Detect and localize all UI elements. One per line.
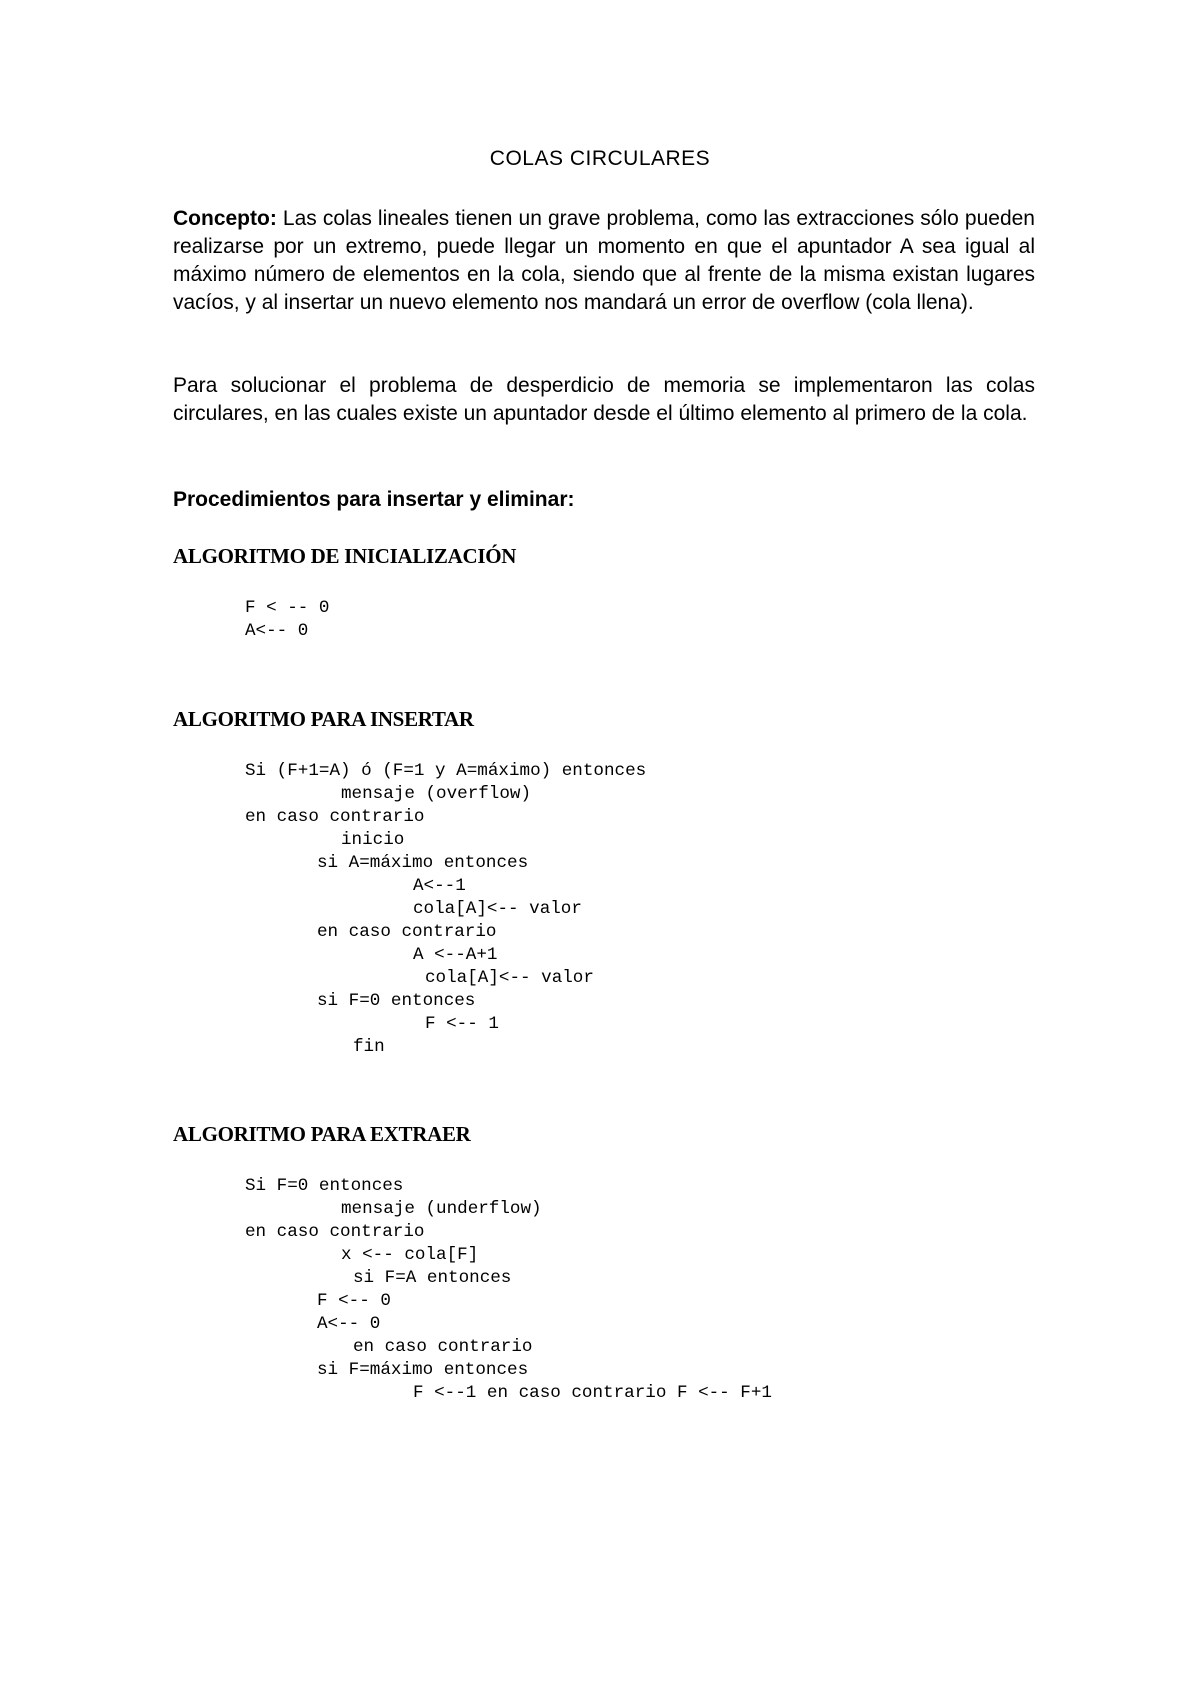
code-line: A<--1 <box>413 876 466 896</box>
code-line: F <-- 1 <box>425 1014 499 1034</box>
code-line: Si F=0 entonces <box>245 1176 404 1196</box>
code-line: si F=A entonces <box>353 1268 512 1288</box>
code-line: en caso contrario <box>317 922 497 942</box>
extract-algorithm-heading: ALGORITMO PARA EXTRAER <box>173 1122 471 1146</box>
code-line: A<-- 0 <box>317 1314 381 1334</box>
code-line: en caso contrario <box>353 1337 533 1357</box>
code-line: F < -- 0 <box>245 598 330 618</box>
code-line: si F=máximo entonces <box>317 1360 529 1380</box>
concept-paragraph <box>173 205 1035 317</box>
code-line: en caso contrario <box>245 807 425 827</box>
procedures-heading: Procedimientos para insertar y eliminar: <box>173 488 575 511</box>
code-line: mensaje (underflow) <box>341 1199 542 1219</box>
code-line: mensaje (overflow) <box>341 784 532 804</box>
init-algorithm-heading: ALGORITMO DE INICIALIZACIÓN <box>173 544 517 568</box>
code-line: x <-- cola[F] <box>341 1245 479 1265</box>
code-line: A <--A+1 <box>413 945 498 965</box>
code-line: A<-- 0 <box>245 621 309 641</box>
code-line: F <--1 en caso contrario F <-- F+1 <box>413 1383 772 1403</box>
code-line: Si (F+1=A) ó (F=1 y A=máximo) entonces <box>245 761 647 781</box>
concept-text: Las colas lineales tienen un grave problema, como las extracciones sólo pueden realizarse por un extremo, puede llegar un momento en que el apuntador A sea igual al máximo número de elementos en la cola, siendo que al frente de la misma existan lugares vacíos, y al insertar un nuevo elemento nos mandará un error de overflow (cola llena). <box>173 207 1035 314</box>
code-line: F <-- 0 <box>317 1291 391 1311</box>
code-line: cola[A]<-- valor <box>425 968 594 988</box>
insert-algorithm-heading: ALGORITMO PARA INSERTAR <box>173 707 474 731</box>
code-line: inicio <box>341 830 405 850</box>
code-line: cola[A]<-- valor <box>413 899 582 919</box>
concept-label: Concepto: <box>173 207 277 230</box>
code-line: en caso contrario <box>245 1222 425 1242</box>
solution-paragraph: Para solucionar el problema de desperdicio de memoria se implementaron las colas circulares, en las cuales existe un apuntador desde el último elemento al primero de la cola. <box>173 374 1035 425</box>
document-title: COLAS CIRCULARES <box>489 147 711 170</box>
code-line: fin <box>353 1037 385 1057</box>
code-line: si A=máximo entonces <box>317 853 529 873</box>
code-line: si F=0 entonces <box>317 991 476 1011</box>
